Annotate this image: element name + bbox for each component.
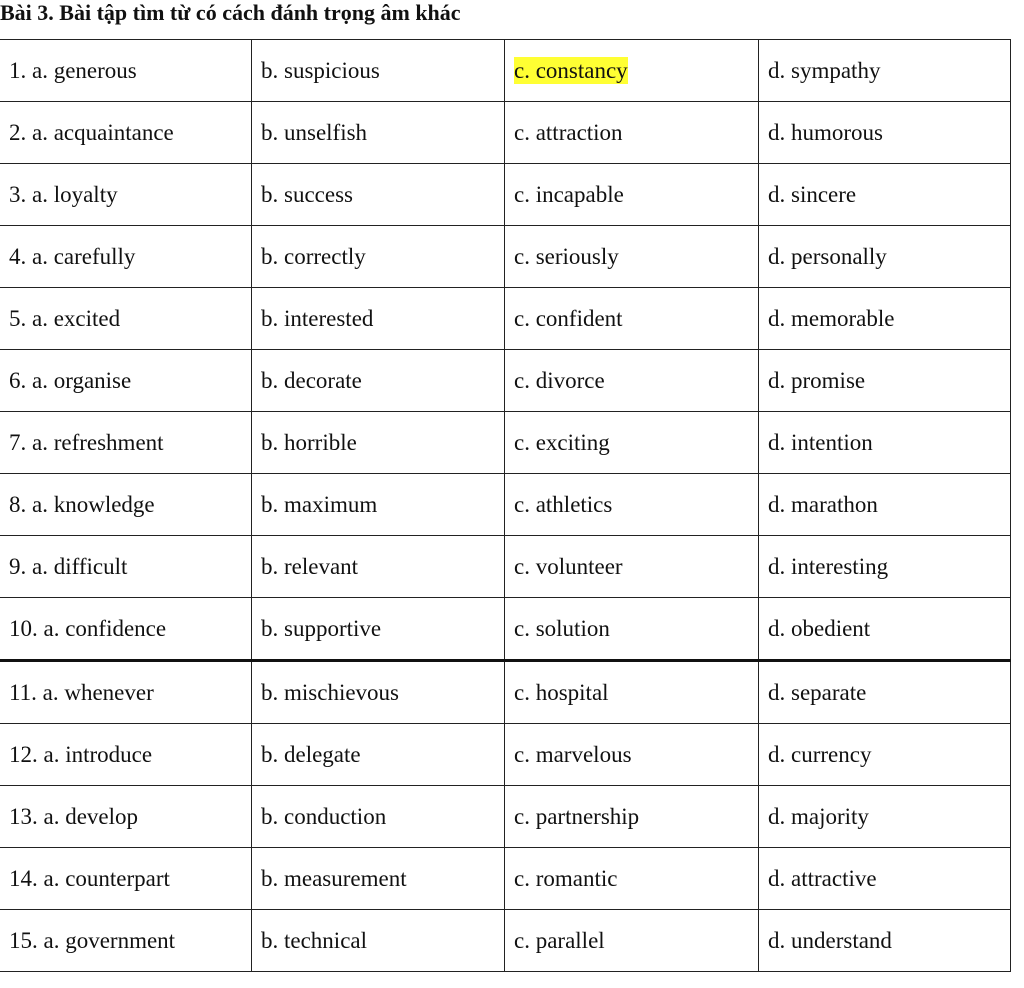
option-text: d. separate: [768, 679, 867, 705]
exercise-rows: [0, 40, 1011, 972]
option-cell-b: [252, 474, 505, 536]
option-text: b. technical: [261, 927, 368, 953]
option-text: 10. a. confidence: [9, 615, 167, 641]
option-cell-d: [759, 412, 1011, 474]
option-cell-a: [0, 474, 252, 536]
option-text: c. attraction: [514, 119, 623, 145]
option-text: d. majority: [768, 803, 869, 829]
option-cell-b: [252, 102, 505, 164]
option-cell-b: [252, 164, 505, 226]
option-cell-c: [505, 350, 759, 412]
question-row: [0, 848, 1011, 910]
option-cell-d: [759, 164, 1011, 226]
option-text: b. unselfish: [261, 119, 368, 145]
option-text: c. incapable: [514, 181, 624, 207]
option-cell-b: [252, 786, 505, 848]
question-row: [0, 724, 1011, 786]
option-text: c. divorce: [514, 367, 605, 393]
option-text: b. success: [261, 181, 353, 207]
option-text: b. relevant: [261, 553, 359, 579]
option-text: d. attractive: [768, 865, 877, 891]
option-cell-d: [759, 724, 1011, 786]
question-row: [0, 164, 1011, 226]
option-text: c. hospital: [514, 679, 609, 705]
option-cell-d: [759, 474, 1011, 536]
option-text: b. correctly: [261, 243, 366, 269]
option-text: 5. a. excited: [9, 305, 121, 331]
question-row: [0, 288, 1011, 350]
question-row: [0, 350, 1011, 412]
option-cell-a: [0, 786, 252, 848]
option-cell-d: [759, 661, 1011, 724]
option-text: 11. a. whenever: [9, 679, 154, 705]
option-cell-c: [505, 164, 759, 226]
question-row: [0, 40, 1011, 102]
option-cell-d: [759, 910, 1011, 972]
option-cell-c: [505, 848, 759, 910]
option-text: d. interesting: [768, 553, 889, 579]
option-text: d. sympathy: [768, 57, 881, 83]
option-text: b. delegate: [261, 741, 361, 767]
option-cell-d: [759, 102, 1011, 164]
option-cell-d: [759, 786, 1011, 848]
question-row: [0, 598, 1011, 661]
option-cell-d: [759, 848, 1011, 910]
option-cell-b: [252, 412, 505, 474]
option-text: 1. a. generous: [9, 57, 137, 83]
option-text: b. decorate: [261, 367, 362, 393]
question-row: [0, 102, 1011, 164]
option-cell-b: [252, 288, 505, 350]
option-text: d. currency: [768, 741, 872, 767]
option-cell-b: [252, 598, 505, 661]
option-text: c. confident: [514, 305, 623, 331]
question-row: [0, 474, 1011, 536]
option-cell-b: [252, 536, 505, 598]
option-cell-c: [505, 40, 759, 102]
option-text: d. marathon: [768, 491, 878, 517]
option-text: d. obedient: [768, 615, 871, 641]
question-row: [0, 226, 1011, 288]
option-text: 12. a. introduce: [9, 741, 153, 767]
option-text: 14. a. counterpart: [9, 865, 170, 891]
option-text: b. measurement: [261, 865, 407, 891]
option-cell-b: [252, 40, 505, 102]
question-row: [0, 661, 1011, 724]
option-text: b. conduction: [261, 803, 387, 829]
option-text: d. understand: [768, 927, 892, 953]
option-cell-c: [505, 474, 759, 536]
question-row: [0, 910, 1011, 972]
option-text: d. promise: [768, 367, 866, 393]
option-text: c. solution: [514, 615, 610, 641]
option-cell-d: [759, 226, 1011, 288]
option-text: 4. a. carefully: [9, 243, 136, 269]
option-text: 3. a. loyalty: [9, 181, 118, 207]
option-cell-c: [505, 724, 759, 786]
option-cell-c: [505, 661, 759, 724]
option-text: b. interested: [261, 305, 374, 331]
option-text: c. seriously: [514, 243, 619, 269]
option-text: d. intention: [768, 429, 873, 455]
option-text: 8. a. knowledge: [9, 491, 155, 517]
option-cell-a: [0, 288, 252, 350]
option-cell-c: [505, 226, 759, 288]
option-cell-c: [505, 910, 759, 972]
option-cell-a: [0, 910, 252, 972]
option-text: 9. a. difficult: [9, 553, 128, 579]
option-cell-c: [505, 598, 759, 661]
option-text: 7. a. refreshment: [9, 429, 164, 455]
option-text: c. romantic: [514, 865, 618, 891]
option-cell-d: [759, 40, 1011, 102]
option-cell-a: [0, 40, 252, 102]
option-cell-a: [0, 536, 252, 598]
option-cell-a: [0, 350, 252, 412]
option-cell-b: [252, 848, 505, 910]
option-text: c. exciting: [514, 429, 610, 455]
highlighted-answer: c. constancy: [514, 57, 628, 83]
option-cell-b: [252, 350, 505, 412]
option-text: b. supportive: [261, 615, 382, 641]
option-cell-b: [252, 661, 505, 724]
option-text: b. horrible: [261, 429, 357, 455]
option-text: 13. a. develop: [9, 803, 139, 829]
option-cell-d: [759, 536, 1011, 598]
question-row: [0, 412, 1011, 474]
option-cell-a: [0, 226, 252, 288]
option-cell-c: [505, 102, 759, 164]
option-cell-d: [759, 598, 1011, 661]
option-cell-c: [505, 412, 759, 474]
option-cell-b: [252, 910, 505, 972]
option-cell-b: [252, 724, 505, 786]
option-text: 15. a. government: [9, 927, 176, 953]
option-cell-b: [252, 226, 505, 288]
option-text: 6. a. organise: [9, 367, 132, 393]
question-row: [0, 536, 1011, 598]
option-cell-c: [505, 288, 759, 350]
option-text: c. athletics: [514, 491, 613, 517]
option-cell-d: [759, 350, 1011, 412]
option-text: d. personally: [768, 243, 887, 269]
option-cell-a: [0, 164, 252, 226]
question-row: [0, 786, 1011, 848]
option-text: b. mischievous: [261, 679, 399, 705]
option-cell-a: [0, 848, 252, 910]
option-text: b. suspicious: [261, 57, 380, 83]
option-cell-a: [0, 661, 252, 724]
option-cell-a: [0, 102, 252, 164]
exercise-table: [0, 39, 1011, 972]
exercise-title: Bài 3. Bài tập tìm từ có cách đánh trọng âm khác: [0, 0, 461, 25]
option-text: c. marvelous: [514, 741, 632, 767]
option-cell-c: [505, 786, 759, 848]
option-text: d. memorable: [768, 305, 895, 331]
option-text: 2. a. acquaintance: [9, 119, 174, 145]
option-cell-a: [0, 724, 252, 786]
option-cell-d: [759, 288, 1011, 350]
option-text: c. volunteer: [514, 553, 623, 579]
option-cell-a: [0, 598, 252, 661]
option-text: c. parallel: [514, 927, 605, 953]
option-cell-c: [505, 536, 759, 598]
option-text: c. partnership: [514, 803, 640, 829]
option-text: d. sincere: [768, 181, 857, 207]
option-cell-a: [0, 412, 252, 474]
option-text: b. maximum: [261, 491, 378, 517]
option-text: d. humorous: [768, 119, 883, 145]
